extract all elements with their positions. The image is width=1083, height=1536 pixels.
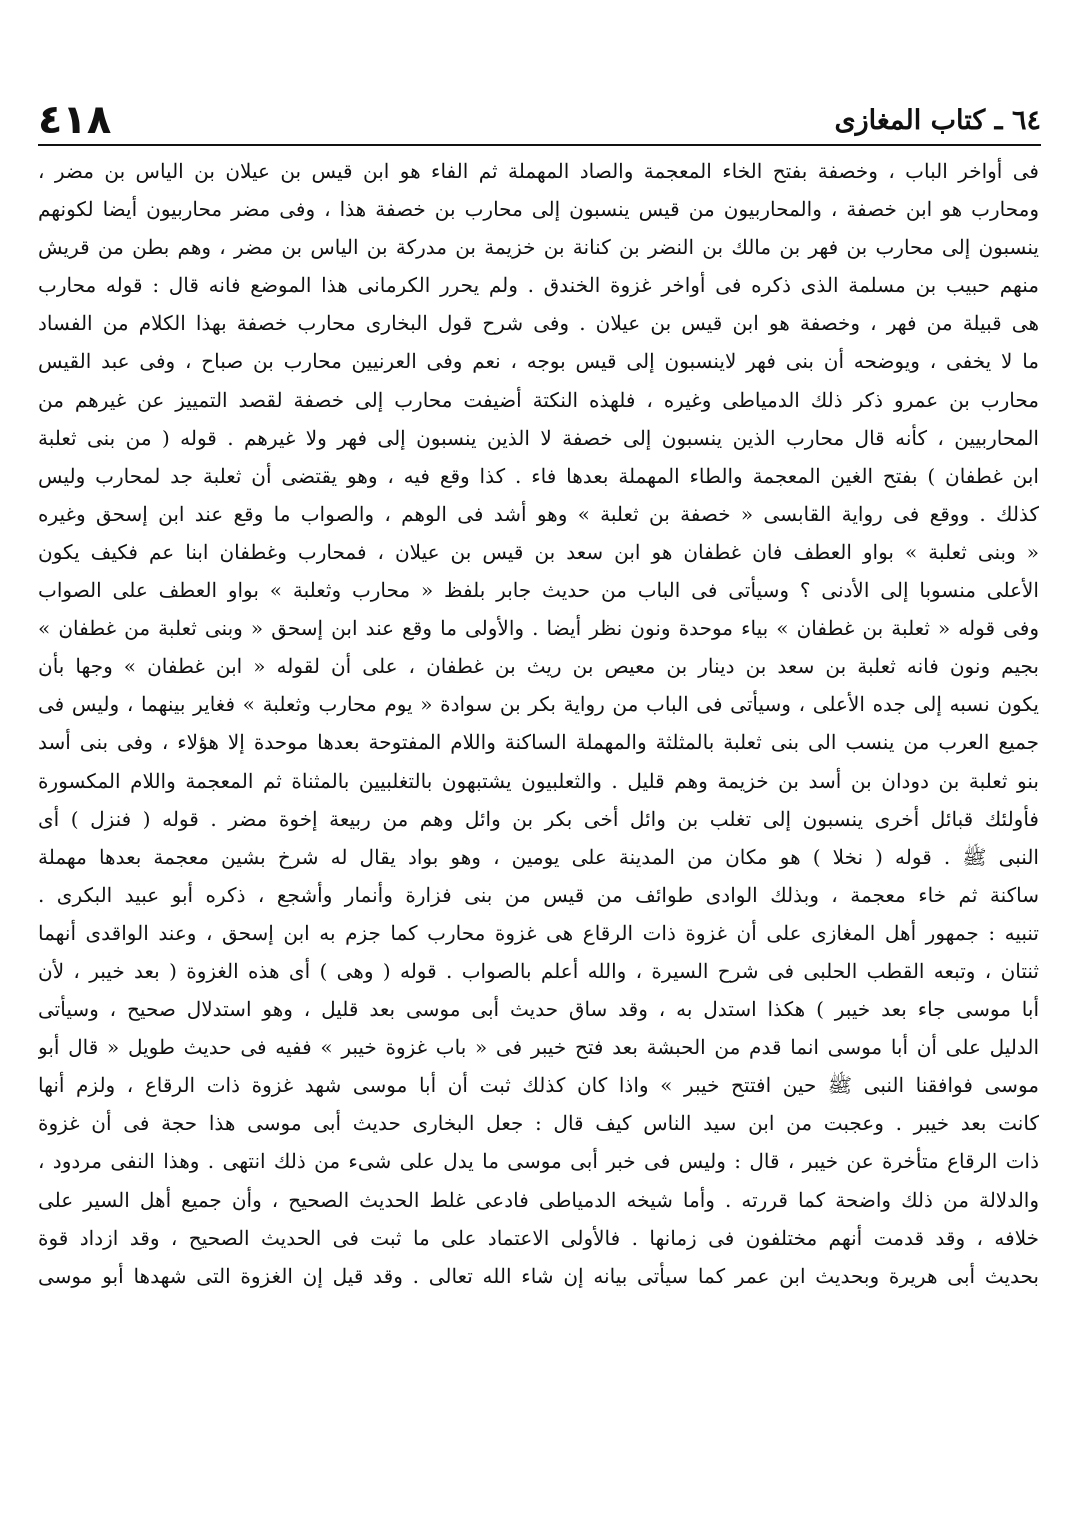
- text-line: المحاربيين ، كأنه قال محارب الذين ينسبون إلى خصفة لا الذين ينسبون إلى فهر ولا غيرهم . قوله ( من بنى ثعلبة: [38, 425, 1039, 450]
- running-title: ٦٤ ـ كتاب المغازى: [834, 105, 1041, 136]
- text-line: محارب بن عمرو ذكر ذلك الدمياطى وغيره ، فلهذه النكتة أضيفت محارب إلى خصفة لقصد التمييز عن غيرهم من: [38, 387, 1039, 412]
- text-line: تنبيه : جمهور أهل المغازى على أن غزوة ذات الرقاع هى غزوة محارب كما جزم به ابن إسحق ، وعند الواقدى أنهما: [38, 920, 1039, 945]
- text-line: ابن غطفان ) بفتح الغين المعجمة والطاء المهملة بعدها فاء . كذا وقع فيه ، وهو يقتضى أن ثعلبة جد لمحارب وليس: [38, 463, 1039, 488]
- text-line: الأعلى منسوبا إلى الأدنى ؟ وسيأتى فى الباب من حديث جابر بلفظ « محارب وثعلبة » بواو العطف على الصواب: [38, 578, 1039, 603]
- page-number: ٤١٨: [38, 97, 112, 143]
- text-line: « وبنى ثعلبة » بواو العطف فان غطفان هو ابن سعد بن قيس بن عيلان ، فمحارب وغطفان ابنا عم فكيف يكون: [38, 539, 1039, 564]
- text-line: منهم حبيب بن مسلمة الذى ذكره فى أواخر غزوة الخندق . ولم يحرر الكرمانى هذا الموضع فانه قال : قوله محارب: [38, 273, 1039, 298]
- text-line: كذلك . ووقع فى رواية القابسى « خصفة بن ثعلبة » وهو أشد فى الوهم ، والصواب ما وقع عند ابن إسحق وغيره: [38, 501, 1039, 526]
- text-line: أبا موسى جاء بعد خيبر ) هكذا استدل به ، وقد ساق حديث أبى موسى بعد قليل ، وهو استدلال صحيح ، وسيأتى: [38, 997, 1039, 1022]
- text-line: موسى فوافقنا النبى ﷺ حين افتتح خيبر » واذا كان كذلك ثبت أن أبا موسى شهد غزوة ذات الرقاع ، ولزم أنها: [38, 1073, 1039, 1098]
- text-line: ذات الرقاع متأخرة عن خيبر ، قال : وليس فى خبر أبى موسى ما يدل على شىء من ذلك انتهى . وهذا النفى مردود ،: [38, 1149, 1039, 1174]
- text-line: ومحارب هو ابن خصفة ، والمحاربيون من قيس ينسبون إلى محارب بن خصفة هذا ، وفى مضر محاربيون أيضا لكونهم: [38, 197, 1039, 222]
- text-line: بجيم ونون فانه ثعلبة بن سعد بن دينار بن معيص بن ريث بن غطفان ، على أن لقوله « ابن غطفان » وجها بأن: [38, 654, 1039, 679]
- text-line: ما لا يخفى ، ويوضحه أن بنى فهر لاينسبون إلى قيس بوجه ، نعم وفى العرنيين محارب بن صباح ، وفى عبد القيس: [38, 349, 1039, 374]
- text-line: ساكنة ثم خاء معجمة ، وبذلك الوادى طوائف من قيس من بنى فزارة وأنمار وأشجع ، ذكره أبو عبيد البكرى .: [38, 882, 1039, 907]
- text-line: الدليل على أن أبا موسى انما قدم من الحبشة بعد فتح خيبر فى « باب غزوة خيبر » ففيه فى حديث طويل « قال أبو: [38, 1035, 1039, 1060]
- text-line: بحديث أبى هريرة وبحديث ابن عمر كما سيأتى بيانه إن شاء الله تعالى . وقد قيل إن الغزوة التى شهدها أبو موسى: [38, 1263, 1039, 1288]
- text-line: خلافه ، وقد قدمت أنهم مختلفون فى زمانها . فالأولى الاعتماد على ما ثبت فى الحديث الصحيح ، وقد ازداد قوة: [38, 1225, 1039, 1250]
- text-line: هى قبيلة من فهر ، وخصفة هو ابن قيس بن عيلان . وفى شرح قول البخارى محارب خصفة بهذا الكلام من الفساد: [38, 311, 1039, 336]
- text-line: وفى قوله « ثعلبة بن غطفان » بياء موحدة ونون نظر أيضا . والأولى ما وقع عند ابن إسحق « وبنى ثعلبة من غطفان »: [38, 616, 1039, 641]
- text-line: كانت بعد خيبر . وعجبت من ابن سيد الناس كيف قال : جعل البخارى حديث أبى موسى هذا حجة فى أن غزوة: [38, 1111, 1039, 1136]
- text-line: النبى ﷺ . قوله ( نخلا ) هو مكان من المدينة على يومين ، وهو بواد يقال له شرخ بشين معجمة بعدها مهملة: [38, 844, 1039, 869]
- page-header: [38, 84, 1041, 146]
- text-line: بنو ثعلبة بن دودان بن أسد بن خزيمة وهم قليل . والثعلبيون يشتبهون بالتغلبيين بالمثناة ثم المعجمة واللام المكسورة: [38, 768, 1039, 793]
- text-line: والدلالة من ذلك واضحة كما قررته . وأما شيخه الدمياطى فادعى غلط الحديث الصحيح ، وأن جميع أهل السير على: [38, 1187, 1039, 1212]
- text-line: ينسبون إلى محارب بن فهر بن مالك بن النضر بن كنانة بن خزيمة بن مدركة بن الياس بن مضر ، وهم بطن من قريش: [38, 235, 1039, 260]
- text-line: ثنتان ، وتبعه القطب الحلبى فى شرح السيرة ، والله أعلم بالصواب . قوله ( وهى ) أى هذه الغزوة ( بعد خيبر ، لأن: [38, 958, 1039, 983]
- text-body: [38, 152, 1039, 1295]
- text-line: فأولئك قبائل أخرى ينسبون إلى تغلب بن وائل أخى بكر بن وائل وهم من ربيعة إخوة مضر . قوله ( فنزل ) أى: [38, 806, 1039, 831]
- text-line: يكون نسبه إلى جده الأعلى ، وسيأتى فى الباب من رواية بكر بن سوادة « يوم محارب وثعلبة » فغاير بينهما ، وليس فى: [38, 692, 1039, 717]
- text-line: فى أواخر الباب ، وخصفة بفتح الخاء المعجمة والصاد المهملة ثم الفاء هو ابن قيس بن عيلان بن الياس بن مضر ،: [38, 159, 1039, 183]
- text-line: جميع العرب من ينسب الى بنى ثعلبة بالمثلثة والمهملة الساكنة واللام المفتوحة بعدها موحدة إلا هؤلاء ، وفى بنى أسد: [38, 730, 1039, 755]
